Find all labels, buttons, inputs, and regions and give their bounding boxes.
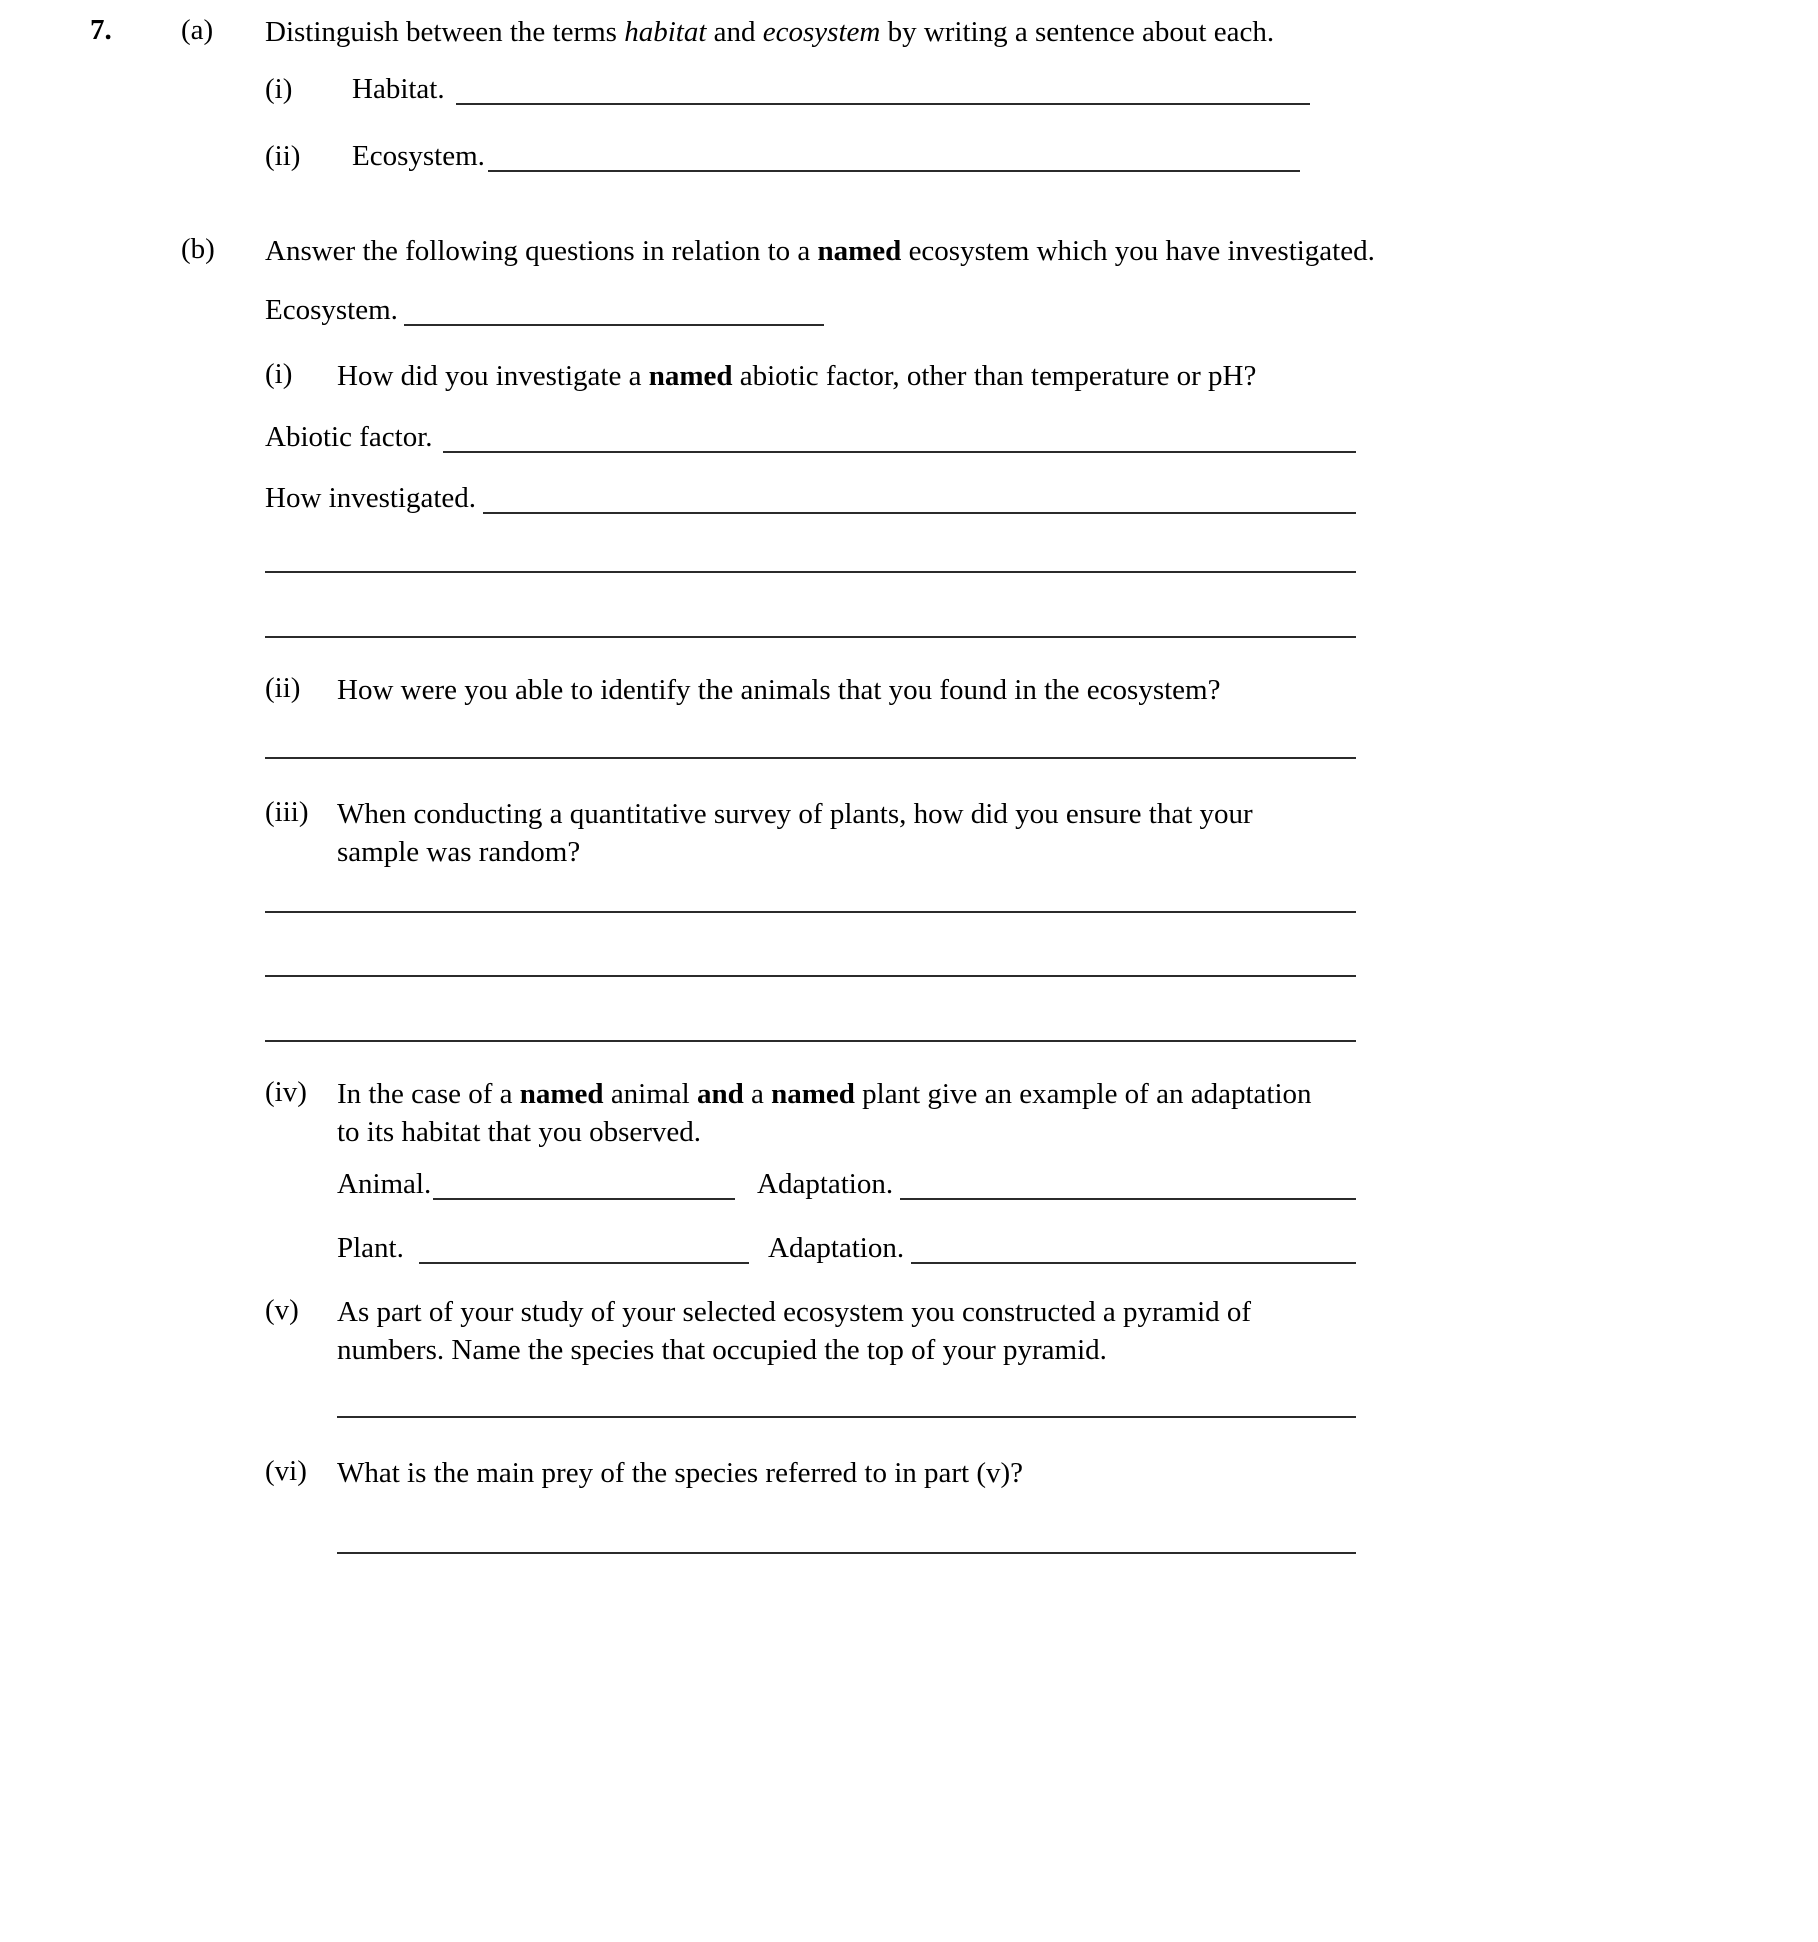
item-iii-answer-line-3[interactable] bbox=[265, 1040, 1356, 1042]
animal-adaptation-label: Adaptation. bbox=[757, 1168, 894, 1200]
part-b-item-marker-i: (i) bbox=[265, 358, 293, 390]
animal-adaptation-answer-line[interactable] bbox=[900, 1198, 1356, 1200]
how-investigated-answer-line-2[interactable] bbox=[265, 571, 1356, 573]
part-b-item-i-text bbox=[337, 358, 1377, 396]
item-v-answer-line-1[interactable] bbox=[337, 1416, 1356, 1418]
term-habitat: habitat bbox=[624, 16, 707, 48]
part-a-item-marker-ii: (ii) bbox=[265, 140, 301, 172]
part-a-item-marker-i: (i) bbox=[265, 73, 293, 105]
abiotic-factor-answer-line[interactable] bbox=[443, 451, 1356, 453]
part-b-prompt-post: ecosystem which you have investigated. bbox=[901, 235, 1375, 267]
item-iv-text-pre: In the case of a bbox=[337, 1078, 520, 1110]
abiotic-factor-label: Abiotic factor. bbox=[265, 421, 433, 453]
ecosystem-label: Ecosystem. bbox=[352, 140, 485, 172]
plant-answer-line[interactable] bbox=[419, 1262, 749, 1264]
part-b-item-ii-text: How were you able to identify the animals that you found in the ecosystem? bbox=[337, 674, 1221, 706]
part-a-prompt-pre: Distinguish between the terms bbox=[265, 16, 625, 48]
part-b-item-v-text: As part of your study of your selected ecosystem you constructed a pyramid of numbers. Name the species that occupied the top of your pyramid. bbox=[337, 1296, 1252, 1366]
item-iv-bold-named-2: named bbox=[771, 1078, 855, 1110]
part-b-item-vi-text: What is the main prey of the species referred to in part (v)? bbox=[337, 1457, 1024, 1489]
part-b-item-iii-text: When conducting a quantitative survey of plants, how did you ensure that your sample was random? bbox=[337, 798, 1253, 868]
part-marker-b: (b) bbox=[181, 233, 215, 265]
animal-label: Animal. bbox=[337, 1168, 432, 1200]
part-b-item-marker-ii: (ii) bbox=[265, 672, 301, 704]
plant-adaptation-label: Adaptation. bbox=[768, 1232, 905, 1264]
ecosystem-answer-line[interactable] bbox=[488, 170, 1300, 172]
part-b-item-marker-v: (v) bbox=[265, 1294, 299, 1326]
item-iv-text-post: plant give an example of an adaptation to its habitat that you observed. bbox=[337, 1078, 1312, 1148]
term-ecosystem: ecosystem bbox=[762, 16, 881, 48]
part-b-prompt-bold: named bbox=[817, 235, 902, 267]
item-i-text-bold: named bbox=[648, 360, 733, 392]
item-iii-answer-line-2[interactable] bbox=[265, 975, 1356, 977]
part-b-item-iv-text bbox=[337, 1076, 1317, 1151]
part-a-prompt-mid: and bbox=[706, 16, 763, 48]
how-investigated-answer-line-1[interactable] bbox=[483, 512, 1356, 514]
part-b-prompt-pre: Answer the following questions in relation to a bbox=[265, 235, 818, 267]
part-marker-a: (a) bbox=[181, 14, 214, 46]
part-b-prompt bbox=[265, 233, 1375, 271]
named-ecosystem-answer-line[interactable] bbox=[404, 324, 824, 326]
habitat-label: Habitat. bbox=[352, 73, 445, 105]
item-iv-mid-1: animal bbox=[603, 1078, 697, 1110]
how-investigated-label: How investigated. bbox=[265, 482, 477, 514]
part-b-item-marker-vi: (vi) bbox=[265, 1455, 307, 1487]
item-ii-answer-line-1[interactable] bbox=[265, 757, 1356, 759]
item-vi-answer-line-1[interactable] bbox=[337, 1552, 1356, 1554]
named-ecosystem-label: Ecosystem. bbox=[265, 294, 398, 326]
item-i-text-post: abiotic factor, other than temperature or pH? bbox=[732, 360, 1257, 392]
part-b-item-marker-iv: (iv) bbox=[265, 1076, 307, 1108]
plant-adaptation-answer-line[interactable] bbox=[911, 1262, 1356, 1264]
part-a-prompt-post: by writing a sentence about each. bbox=[880, 16, 1275, 48]
part-a-prompt bbox=[265, 14, 1365, 52]
item-iv-bold-named-1: named bbox=[519, 1078, 604, 1110]
how-investigated-answer-line-3[interactable] bbox=[265, 636, 1356, 638]
part-b-item-marker-iii: (iii) bbox=[265, 796, 309, 828]
question-number: 7. bbox=[90, 14, 112, 46]
item-iv-mid-2: a bbox=[743, 1078, 772, 1110]
item-iv-bold-and: and bbox=[696, 1078, 744, 1110]
item-i-text-pre: How did you investigate a bbox=[337, 360, 649, 392]
habitat-answer-line[interactable] bbox=[456, 103, 1310, 105]
animal-answer-line[interactable] bbox=[433, 1198, 735, 1200]
plant-label: Plant. bbox=[337, 1232, 404, 1264]
item-iii-answer-line-1[interactable] bbox=[265, 911, 1356, 913]
